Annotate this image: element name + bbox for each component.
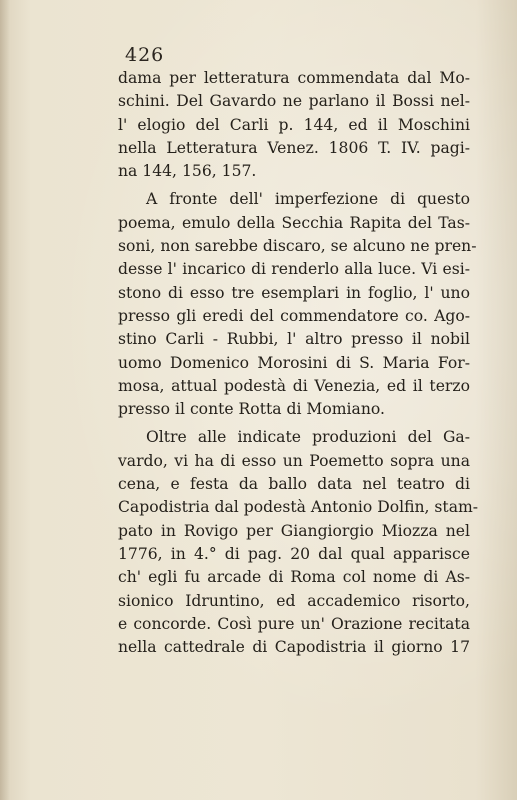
text-line: desse l' incarico di renderlo alla luce. Vi esi-: [118, 260, 470, 279]
text-line: uomo Domenico Morosini di S. Maria For-: [118, 353, 470, 372]
body-text: [118, 67, 479, 659]
text-line: cena, e festa da ballo data nel teatro di: [118, 475, 470, 494]
text-line: mosa, attual podestà di Venezia, ed il terzo: [118, 376, 470, 395]
text-line: pato in Rovigo per Giangiorgio Miozza nel: [118, 521, 470, 540]
text-line: Oltre alle indicate produzioni del Ga-: [146, 428, 470, 447]
text-line: l' elogio del Carli p. 144, ed il Moschini: [118, 115, 470, 134]
text-line: soni, non sarebbe discaro, se alcuno ne pren-: [118, 237, 477, 256]
text-line: 1776, in 4.° di pag. 20 dal qual apparisce: [118, 544, 470, 563]
text-line: dama per letteratura commendata dal Mo-: [118, 69, 470, 87]
text-line: na 144, 156, 157.: [118, 162, 257, 181]
text-line: schini. Del Gavardo ne parlano il Bossi nel-: [118, 92, 470, 111]
text-line: e concorde. Così pure un' Orazione recitata: [118, 614, 470, 633]
text-line: stino Carli - Rubbi, l' altro presso il nobil: [118, 330, 470, 349]
text-line: vardo, vi ha di esso un Poemetto sopra una: [118, 451, 470, 470]
text-line: presso il conte Rotta di Momiano.: [118, 400, 385, 419]
text-line: presso gli eredi del commendatore co. Ago-: [118, 306, 470, 325]
text-line: sionico Idruntino, ed accademico risorto,: [118, 591, 470, 610]
page-number: 426: [125, 44, 165, 66]
text-line: stono di esso tre esemplari in foglio, l' uno: [118, 283, 470, 302]
text-line: poema, emulo della Secchia Rapita del Tas-: [118, 213, 470, 232]
text-line: A fronte dell' imperfezione di questo: [146, 190, 470, 209]
text-line: ch' egli fu arcade di Roma col nome di As-: [118, 568, 470, 587]
page-gutter-shadow: [0, 0, 10, 800]
text-line: Capodistria dal podestà Antonio Dolfin, stam-: [118, 498, 479, 517]
text-line: nella cattedrale di Capodistria il giorno 17: [118, 638, 470, 657]
text-line: nella Letteratura Venez. 1806 T. IV. pagi-: [118, 138, 470, 157]
